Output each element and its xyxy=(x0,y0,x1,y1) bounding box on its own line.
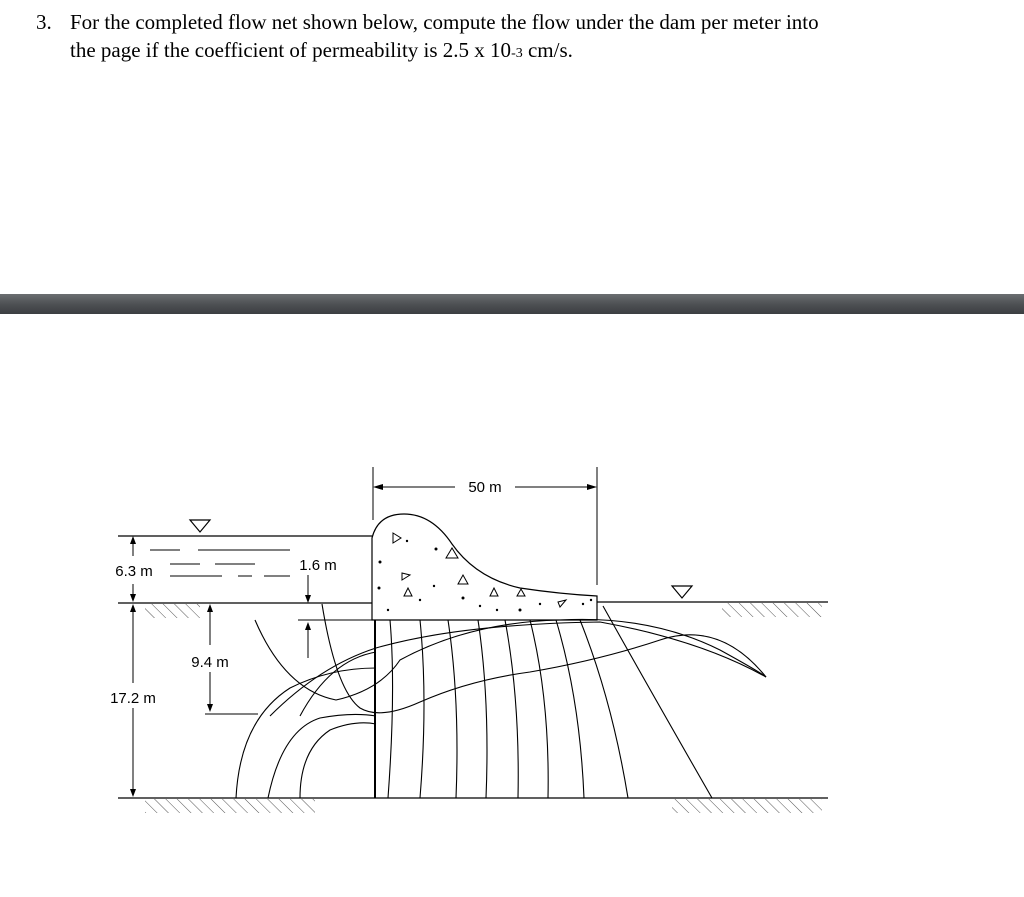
flow-net-diagram xyxy=(0,314,1024,892)
question-block xyxy=(36,8,996,68)
exponent: -3 xyxy=(511,46,523,61)
question-line-2: the page if the coefficient of permeability is 2.5 x 10 xyxy=(70,38,512,62)
flow-lines xyxy=(236,604,766,798)
flow-net-figure xyxy=(0,314,1024,892)
question-line-1: For the completed flow net shown below, compute the flow under the dam per meter into xyxy=(70,10,819,34)
layer-depth-label: 17.2 m xyxy=(110,690,156,707)
sheetpile-depth-dimension xyxy=(191,604,258,714)
question-number: 3. xyxy=(36,10,52,34)
downstream-water-level-icon xyxy=(672,586,692,598)
downstream-head-label: 1.6 m xyxy=(299,557,337,574)
window-divider-bar xyxy=(0,294,1024,314)
equipotential-lines xyxy=(300,606,712,798)
downstream-head-dimension xyxy=(298,557,372,658)
sheetpile-depth-label: 9.4 m xyxy=(191,654,229,671)
water-level-triangle-icon xyxy=(190,520,210,532)
concrete-dam xyxy=(372,514,597,620)
question-text xyxy=(70,8,996,68)
question-line-2-end: cm/s. xyxy=(522,38,573,62)
upstream-head-dimension xyxy=(115,536,153,602)
upstream-head-label: 6.3 m xyxy=(115,563,153,580)
layer-depth-dimension xyxy=(110,604,156,797)
width-label: 50 m xyxy=(468,479,502,496)
